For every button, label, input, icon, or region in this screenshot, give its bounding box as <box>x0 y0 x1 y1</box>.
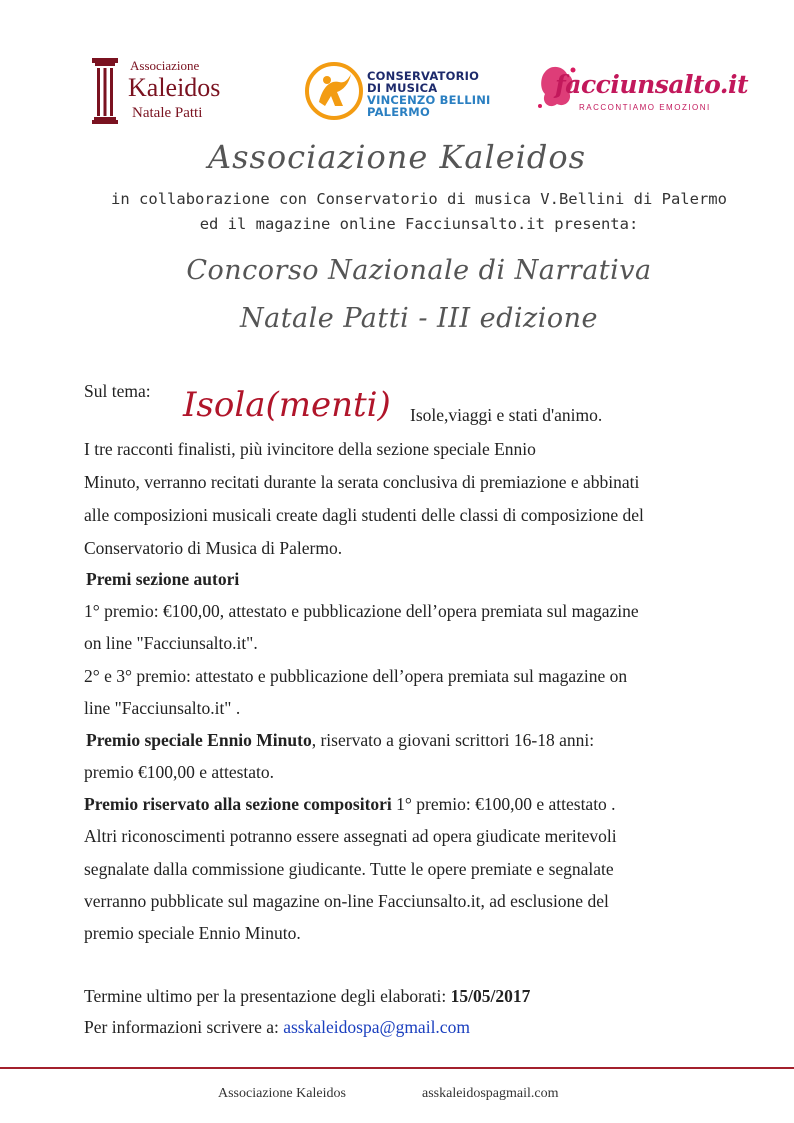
deadline-line <box>84 986 530 1007</box>
footer-email: asskaleidospagmail.com <box>422 1086 559 1101</box>
other-awards-line: segnalate dalla commissione giudicante. Tutte le opere premiate e segnalate <box>84 859 614 879</box>
composers-prize-line <box>84 794 616 815</box>
other-awards-line: verranno pubblicate sul magazine on-line Facciunsalto.it, ad esclusione del <box>84 891 609 911</box>
composers-prize-detail: 1° premio: €100,00 e attestato . <box>391 794 616 814</box>
other-awards-line: Altri riconoscimenti potranno essere assegnati ad opera giudicate meritevoli <box>84 826 617 846</box>
kaleidos-logo-name: Kaleidos <box>128 73 221 102</box>
conservatorio-logo <box>305 60 505 130</box>
collaboration-line: in collaborazione con Conservatorio di musica V.Bellini di Palermo <box>111 190 727 208</box>
kaleidos-logo-line1: Associazione <box>130 58 200 73</box>
first-prize-line: 1° premio: €100,00, attestato e pubblicazione dell’opera premiata sul magazine <box>84 601 639 621</box>
logo-bar <box>0 50 794 140</box>
contact-email-link[interactable]: asskaleidospa@gmail.com <box>283 1017 470 1037</box>
facciunsalto-logo-name: facciunsalto.it <box>555 70 749 99</box>
intro-line: I tre racconti finalisti, più ivincitore della sezione speciale Ennio <box>84 439 536 459</box>
conservatorio-logo-line1: CONSERVATORIO <box>367 69 480 83</box>
kaleidos-logo-line3: Natale Patti <box>132 105 203 121</box>
intro-line: Conservatorio di Musica di Palermo. <box>84 538 343 558</box>
contact-line <box>84 1017 470 1038</box>
footer-divider <box>0 1067 794 1069</box>
special-prize-line <box>86 730 594 751</box>
facciunsalto-logo-tagline: RACCONTIAMO EMOZIONI <box>579 103 711 112</box>
special-prize-detail: , riservato a giovani scrittori 16-18 anni: <box>311 730 595 750</box>
intro-line: alle composizioni musicali create dagli studenti delle classi di composizione del <box>84 505 644 525</box>
page-title: Associazione Kaleidos <box>207 138 587 176</box>
facciunsalto-logo <box>533 56 749 126</box>
pillar-icon <box>92 58 118 124</box>
special-prize-heading: Premio speciale Ennio Minuto <box>86 730 312 750</box>
authors-prizes-heading: Premi sezione autori <box>86 569 240 589</box>
kaleidos-logo <box>88 56 263 128</box>
contest-title: Concorso Nazionale di Narrativa <box>186 255 652 286</box>
theme-title: Isola(menti) <box>183 385 391 425</box>
second-prize-line: 2° e 3° premio: attestato e pubblicazione dell’opera premiata sul magazine on <box>84 666 628 686</box>
theme-label: Sul tema: <box>84 381 151 401</box>
other-awards-line: premio speciale Ennio Minuto. <box>84 923 301 943</box>
composers-prize-heading: Premio riservato alla sezione compositori <box>84 794 392 814</box>
contest-edition: Natale Patti - III edizione <box>239 303 598 334</box>
footer-association: Associazione Kaleidos <box>218 1086 346 1101</box>
deadline-date: 15/05/2017 <box>450 986 531 1006</box>
conservatorio-emblem-icon <box>305 62 363 120</box>
conservatorio-logo-line3: VINCENZO BELLINI <box>367 93 491 107</box>
deadline-label: Termine ultimo per la presentazione degli elaborati: <box>84 986 451 1006</box>
conservatorio-logo-line2: DI MUSICA <box>367 81 438 95</box>
contact-label: Per informazioni scrivere a: <box>84 1017 284 1037</box>
intro-line: Minuto, verranno recitati durante la serata conclusiva di premiazione e abbinati <box>84 472 640 492</box>
theme-subtitle: Isole,viaggi e stati d'animo. <box>410 405 603 425</box>
conservatorio-logo-line4: PALERMO <box>367 105 430 119</box>
first-prize-line: on line "Facciunsalto.it". <box>84 633 258 653</box>
presenter-line: ed il magazine online Facciunsalto.it presenta: <box>199 215 639 233</box>
second-prize-line: line "Facciunsalto.it" . <box>84 698 241 718</box>
special-prize-amount: premio €100,00 e attestato. <box>84 762 275 782</box>
